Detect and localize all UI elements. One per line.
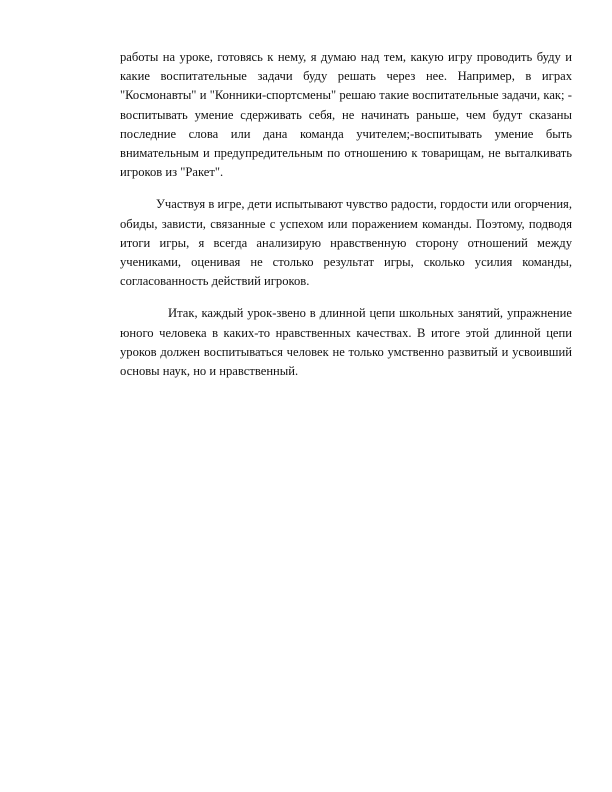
paragraph-conclusion: Итак, каждый урок-звено в длинной цепи школьных занятий, упражнение юного человека в каких-то нравственных качествах. В итоге этой длинной цепи уроков должен воспитываться человек не только умственно развитый и усвоивший основы наук, но и нравственный. <box>120 306 572 379</box>
paragraph-game-educational-tasks: работы на уроке, готовясь к нему, я думаю над тем, какую игру проводить буду и какие воспитательные задачи буду решать через нее. Например, в играх "Космонавты" и "Конники-спортсмены" решаю такие воспитательные задачи, как; - воспитывать умение сдерживать себя, не начинать раньше, чем будут сказаны последние слова или дана команда учителем;-воспитывать умение быть внимательным и предупредительным по отношению к товарищам, не выталкивать игроков из "Ракет". <box>120 50 572 180</box>
paragraph-game-emotions: Участвуя в игре, дети испытывают чувство радости, гордости или огорчения, обиды, зависти, связанные с успехом или поражением команды. Поэтому, подводя итоги игры, я всегда анализирую нравственную сторону отношений между учениками, оценивая не столько результат игры, сколько усилия команды, согласованность действий игроков. <box>120 197 572 289</box>
document-body <box>120 48 572 381</box>
